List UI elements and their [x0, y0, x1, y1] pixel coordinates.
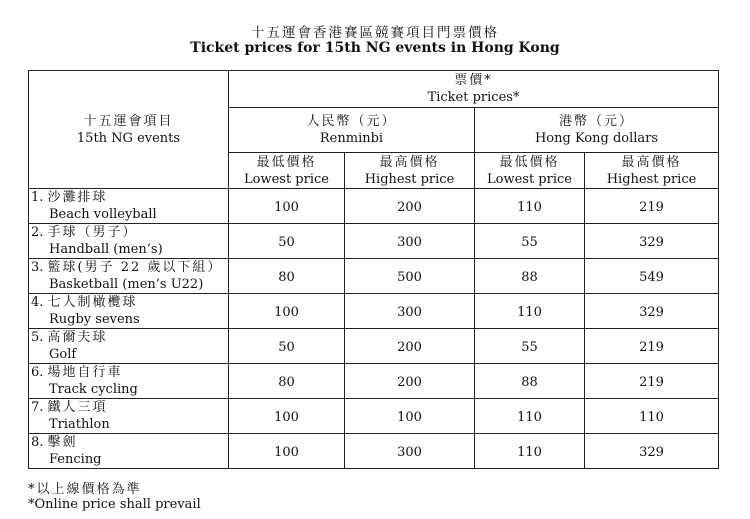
event-name-zh: 籃球(男子 22 歲以下組） — [47, 260, 223, 275]
price-cell: 100 — [229, 294, 345, 329]
price-type-header — [475, 153, 585, 189]
page-title-zh: 十五運會香港賽區競賽項目門票價格 — [251, 25, 499, 41]
events-header-en: 15th NG events — [76, 130, 181, 146]
price-cell: 55 — [475, 224, 585, 259]
price-cell: 200 — [345, 329, 475, 364]
price-cell: 110 — [475, 434, 585, 469]
currency-header-en: Renminbi — [319, 131, 384, 146]
event-name-zh: 鐵人三項 — [47, 400, 108, 415]
event-cell — [29, 224, 229, 259]
price-cell: 100 — [229, 189, 345, 224]
price-type-header — [345, 153, 475, 189]
event-number: 8. — [31, 435, 44, 450]
event-cell — [29, 434, 229, 469]
ticket-price-table — [28, 70, 719, 469]
price-cell: 110 — [475, 399, 585, 434]
events-header-zh: 十五運會項目 — [83, 113, 174, 129]
event-name-en: Triathlon — [49, 417, 110, 432]
event-cell — [29, 329, 229, 364]
event-cell — [29, 294, 229, 329]
event-number: 2. — [31, 225, 44, 240]
price-cell: 329 — [585, 224, 719, 259]
event-name-en: Track cycling — [49, 382, 138, 397]
price-cell: 200 — [345, 189, 475, 224]
price-cell: 219 — [585, 364, 719, 399]
page-title-en: Ticket prices for 15th NG events in Hong Kong — [190, 40, 560, 56]
price-cell: 80 — [229, 364, 345, 399]
event-number: 3. — [31, 260, 44, 275]
event-cell — [29, 364, 229, 399]
event-name-zh: 擊劍 — [47, 435, 78, 450]
price-type-en: Lowest price — [244, 171, 329, 187]
price-cell: 500 — [345, 259, 475, 294]
price-cell: 100 — [229, 434, 345, 469]
event-name-zh: 高爾夫球 — [47, 330, 108, 345]
event-name-en: Fencing — [49, 452, 102, 467]
price-type-zh: 最高價格 — [621, 154, 682, 170]
price-cell: 50 — [229, 329, 345, 364]
event-name-en: Basketball (men’s U22) — [49, 277, 204, 292]
table-row — [29, 189, 719, 224]
price-type-en: Lowest price — [487, 171, 572, 187]
price-cell: 80 — [229, 259, 345, 294]
table-row — [29, 399, 719, 434]
table-row — [29, 434, 719, 469]
currency-header-zh: 人民幣（元） — [306, 114, 397, 129]
event-name-zh: 場地自行車 — [47, 365, 123, 380]
price-cell: 300 — [345, 434, 475, 469]
table-row — [29, 259, 719, 294]
table-row — [29, 329, 719, 364]
price-type-header — [585, 153, 719, 189]
table-row — [29, 294, 719, 329]
price-cell: 110 — [585, 399, 719, 434]
events-column-header — [29, 71, 229, 189]
event-name-zh: 七人制橄欖球 — [47, 295, 138, 310]
price-type-header — [229, 153, 345, 189]
price-cell: 88 — [475, 364, 585, 399]
price-cell: 110 — [475, 294, 585, 329]
event-name-en: Rugby sevens — [49, 312, 140, 327]
footnote-en: *Online price shall prevail — [28, 497, 201, 512]
ticket-prices-header-en: Ticket prices* — [427, 90, 520, 105]
event-cell — [29, 259, 229, 294]
event-number: 5. — [31, 330, 44, 345]
price-cell: 219 — [585, 329, 719, 364]
price-type-zh: 最低價格 — [499, 154, 560, 170]
currency-header-en: Hong Kong dollars — [534, 131, 659, 146]
price-type-zh: 最高價格 — [379, 154, 440, 170]
event-name-zh: 手球（男子） — [47, 225, 138, 240]
ticket-prices-header — [229, 71, 719, 108]
table-row — [29, 364, 719, 399]
event-name-zh: 沙灘排球 — [47, 190, 108, 205]
event-number: 1. — [31, 190, 44, 205]
event-number: 6. — [31, 365, 44, 380]
event-cell — [29, 399, 229, 434]
currency-header-hkd — [475, 108, 719, 153]
price-cell: 100 — [345, 399, 475, 434]
currency-header-zh: 港幣（元） — [559, 114, 635, 129]
price-cell: 88 — [475, 259, 585, 294]
price-cell: 300 — [345, 294, 475, 329]
event-number: 4. — [31, 295, 44, 310]
price-cell: 300 — [345, 224, 475, 259]
price-cell: 329 — [585, 294, 719, 329]
event-number: 7. — [31, 400, 44, 415]
table-row — [29, 224, 719, 259]
price-cell: 110 — [475, 189, 585, 224]
price-type-zh: 最低價格 — [256, 154, 317, 170]
price-cell: 50 — [229, 224, 345, 259]
event-name-en: Beach volleyball — [49, 207, 157, 222]
price-cell: 219 — [585, 189, 719, 224]
price-cell: 100 — [229, 399, 345, 434]
event-name-en: Golf — [49, 347, 77, 362]
price-cell: 200 — [345, 364, 475, 399]
currency-header-renminbi — [229, 108, 475, 153]
price-cell: 549 — [585, 259, 719, 294]
event-name-en: Handball (men’s) — [49, 242, 163, 257]
price-type-en: Highest price — [364, 171, 455, 187]
event-cell — [29, 189, 229, 224]
price-cell: 55 — [475, 329, 585, 364]
price-type-en: Highest price — [606, 171, 697, 187]
ticket-prices-header-zh: 票價* — [454, 73, 493, 88]
footnote-zh: *以上線價格為準 — [28, 482, 142, 497]
price-cell: 329 — [585, 434, 719, 469]
